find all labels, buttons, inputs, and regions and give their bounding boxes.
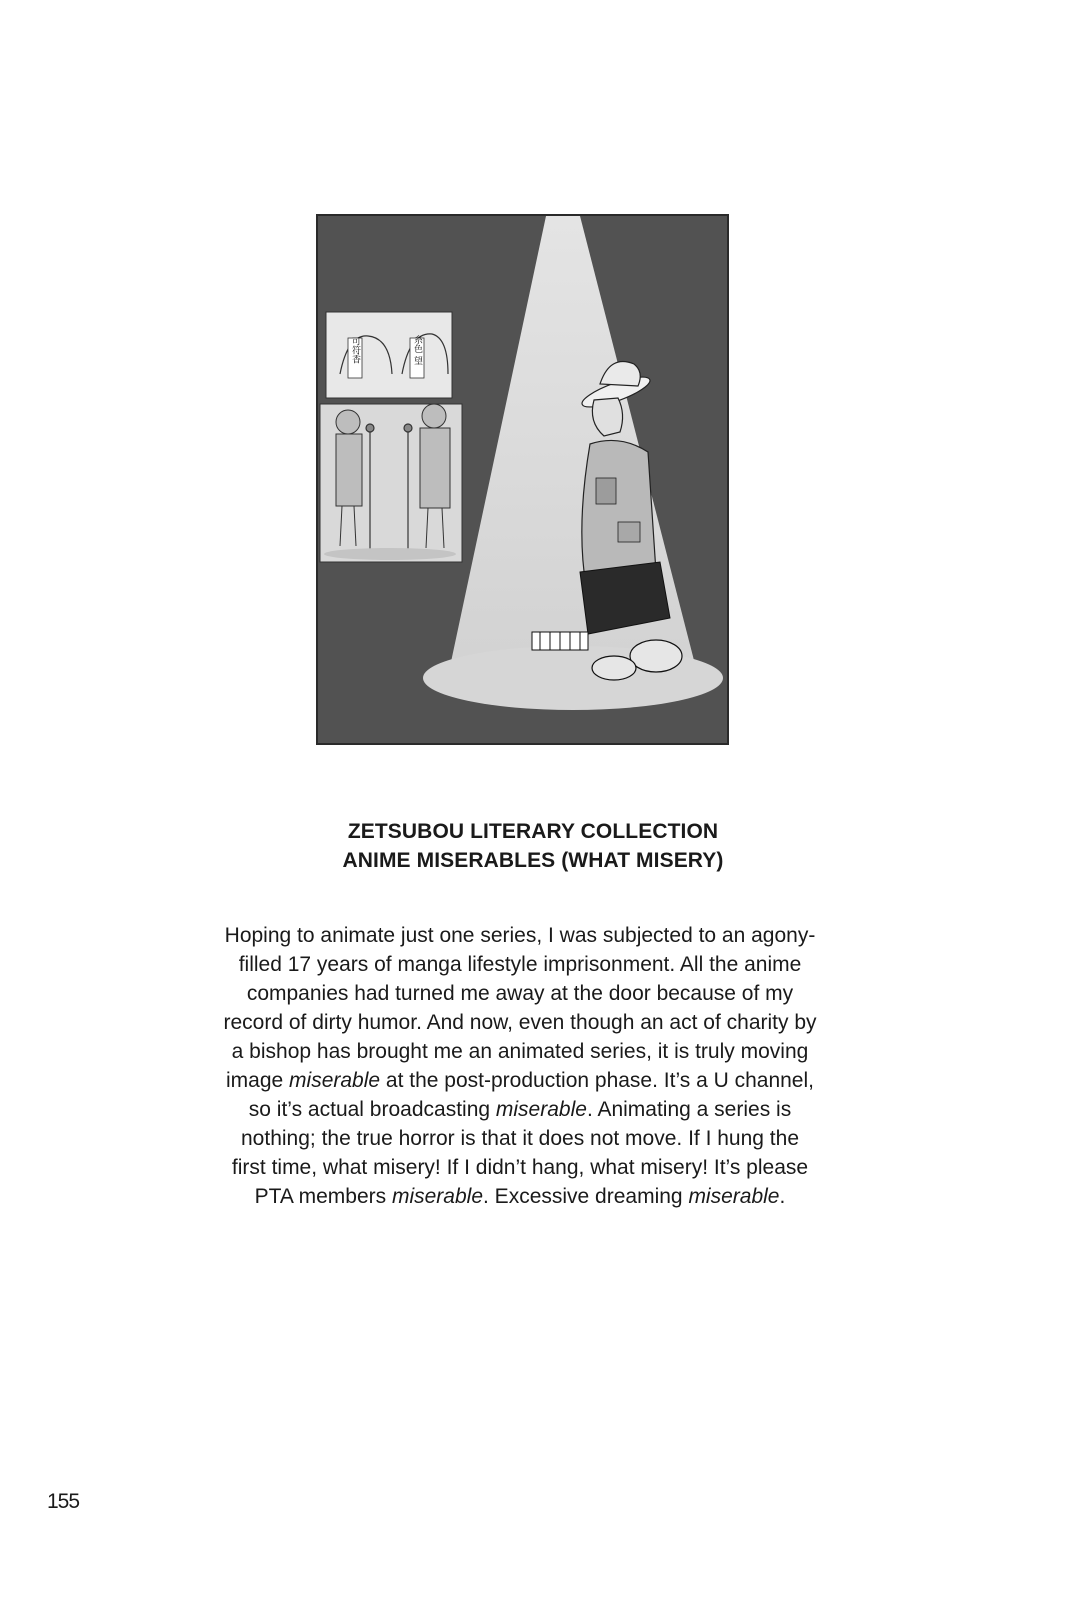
emphasis-miserable: miserable (289, 1069, 381, 1092)
stage-floor (324, 548, 456, 560)
body-line-3: companies had turned me away at the door because of my (246, 982, 794, 1005)
body-line-10 (170, 1182, 870, 1211)
body-line-4: record of dirty humor. And now, even though an act of charity by (223, 1011, 817, 1034)
body-line-6-c: at the post-production phase. It’s a U channel, (380, 1069, 814, 1092)
body-line-10-c: . Excessive dreaming (483, 1185, 689, 1208)
body-line-7-c: . Animating a series is (586, 1098, 792, 1121)
body-line-9: first time, what misery! If I didn’t hang, what misery! It’s please (231, 1156, 809, 1179)
body-line-7 (170, 1095, 870, 1124)
body-line-10-e: . (779, 1185, 786, 1208)
article-body (170, 921, 870, 1211)
name-sign-right-text: 糸色 望 (412, 335, 422, 365)
emphasis-miserable: miserable (495, 1098, 587, 1121)
emphasis-miserable: miserable (391, 1185, 484, 1208)
heading-line-2: ANIME MISERABLES (WHAT MISERY) (342, 849, 724, 872)
emphasis-miserable: miserable (688, 1185, 780, 1208)
article-heading (0, 817, 1066, 875)
body-line-8: nothing; the true horror is that it does not move. If I hung the (241, 1127, 799, 1150)
body-line-6 (170, 1066, 870, 1095)
body-line-2: filled 17 years of manga lifestyle imprisonment. All the anime (238, 953, 802, 976)
heading-line-1: ZETSUBOU LITERARY COLLECTION (347, 820, 719, 843)
page-number: 155 (47, 1490, 80, 1513)
body-line-1: Hoping to animate just one series, I was subjected to an agony- (224, 924, 816, 947)
body-line-6-a: image (226, 1069, 290, 1092)
body-line-10-a: PTA members (254, 1185, 392, 1208)
spotlight-scene (318, 216, 727, 743)
name-sign-left-text: 可符香 (350, 336, 360, 364)
body-line-7-a: so it’s actual broadcasting (248, 1098, 496, 1121)
manga-illustration (316, 214, 729, 745)
body-line-5: a bishop has brought me an animated series, it is truly moving (231, 1040, 809, 1063)
